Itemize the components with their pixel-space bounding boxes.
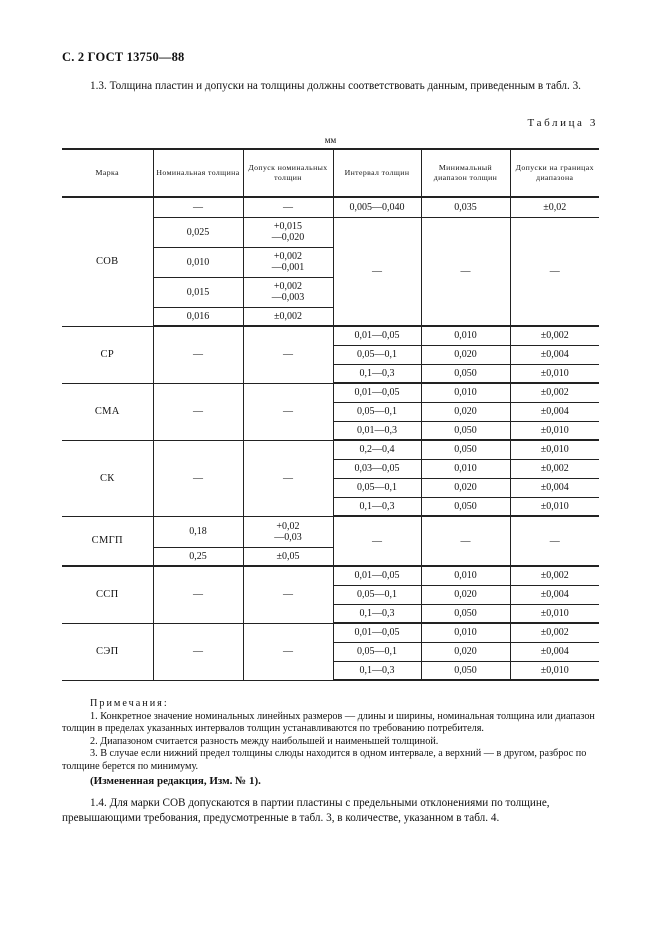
min-range-cell: 0,010 bbox=[421, 459, 510, 478]
nominal-cell: — bbox=[153, 566, 243, 623]
table-header-row bbox=[62, 149, 599, 197]
grade-cell: СМГП bbox=[62, 516, 153, 566]
range-tol-cell: ±0,004 bbox=[510, 585, 599, 604]
tolerance-cell: — bbox=[243, 566, 333, 623]
range-tol-cell: ±0,02 bbox=[510, 197, 599, 217]
table-label: Таблица 3 bbox=[527, 117, 598, 129]
interval-cell: 0,1—0,3 bbox=[333, 661, 421, 680]
grade-cell: СОВ bbox=[62, 197, 153, 326]
table-row bbox=[62, 566, 599, 585]
interval-cell: 0,01—0,05 bbox=[333, 566, 421, 585]
range-tol-cell: ±0,010 bbox=[510, 661, 599, 680]
nominal-cell: 0,25 bbox=[153, 547, 243, 566]
tolerance-cell bbox=[243, 277, 333, 307]
table-row bbox=[62, 326, 599, 345]
header-grade: Марка bbox=[62, 149, 153, 197]
range-tol-cell: ±0,010 bbox=[510, 604, 599, 623]
min-range-cell: 0,010 bbox=[421, 383, 510, 402]
range-tol-cell: ±0,010 bbox=[510, 440, 599, 459]
nominal-cell: 0,015 bbox=[153, 277, 243, 307]
tolerance-cell: — bbox=[243, 440, 333, 516]
range-tol-cell: ±0,002 bbox=[510, 459, 599, 478]
interval-cell: 0,05—0,1 bbox=[333, 345, 421, 364]
range-tol-cell: ±0,010 bbox=[510, 497, 599, 516]
header-tolerance: Допуск номинальных толщин bbox=[243, 149, 333, 197]
min-range-cell: 0,020 bbox=[421, 642, 510, 661]
intro-paragraph: 1.3. Толщина пластин и допуски на толщины должны соответствовать данным, приведенным в табл. 3. bbox=[90, 80, 581, 92]
tolerance-cell bbox=[243, 247, 333, 277]
grade-cell: СР bbox=[62, 326, 153, 383]
range-tol-cell: ±0,010 bbox=[510, 421, 599, 440]
interval-cell: 0,03—0,05 bbox=[333, 459, 421, 478]
tolerance-cell: — bbox=[243, 326, 333, 383]
min-range-cell: 0,035 bbox=[421, 197, 510, 217]
tol-upper: +0,002 bbox=[273, 281, 303, 292]
min-range-cell: 0,020 bbox=[421, 345, 510, 364]
interval-cell: 0,1—0,3 bbox=[333, 364, 421, 383]
range-tol-cell: — bbox=[510, 516, 599, 566]
min-range-cell: — bbox=[421, 217, 510, 326]
nominal-cell: — bbox=[153, 623, 243, 680]
range-tol-cell: ±0,002 bbox=[510, 326, 599, 345]
range-tol-cell: ±0,004 bbox=[510, 345, 599, 364]
table-row bbox=[62, 197, 599, 217]
range-tol-cell: ±0,002 bbox=[510, 383, 599, 402]
thickness-table bbox=[62, 148, 599, 681]
tolerance-cell: — bbox=[243, 383, 333, 440]
units-label: мм bbox=[324, 135, 337, 145]
tolerance-cell: — bbox=[243, 623, 333, 680]
min-range-cell: 0,020 bbox=[421, 402, 510, 421]
interval-cell: 0,01—0,05 bbox=[333, 326, 421, 345]
min-range-cell: 0,010 bbox=[421, 623, 510, 642]
interval-cell: 0,01—0,3 bbox=[333, 421, 421, 440]
header-range-tol: Допуски на границах диапазона bbox=[510, 149, 599, 197]
grade-cell: СЭП bbox=[62, 623, 153, 680]
range-tol-cell: ±0,002 bbox=[510, 623, 599, 642]
note-item: 1. Конкретное значение номинальных линейных размеров — длины и ширины, номинальная толщина или диапазон толщин в пределах указанных интервалов толщин устанавливаются по требованию потребителя. bbox=[62, 710, 595, 734]
interval-cell: 0,01—0,05 bbox=[333, 623, 421, 642]
table-row bbox=[62, 440, 599, 459]
notes-block bbox=[62, 698, 600, 773]
final-paragraph: 1.4. Для марки СОВ допускаются в партии пластины с предельными отклонениями по толщине, превышающими требования, предусмотренные в табл. 3, в количестве, указанном в табл. 4. bbox=[62, 797, 550, 824]
min-range-cell: 0,010 bbox=[421, 566, 510, 585]
range-tol-cell: ±0,010 bbox=[510, 364, 599, 383]
table-row bbox=[62, 623, 599, 642]
tol-upper: +0,015 bbox=[273, 221, 303, 232]
interval-cell: 0,05—0,1 bbox=[333, 585, 421, 604]
tol-lower: —0,001 bbox=[271, 262, 305, 273]
min-range-cell: 0,050 bbox=[421, 497, 510, 516]
interval-cell: — bbox=[333, 516, 421, 566]
min-range-cell: 0,050 bbox=[421, 604, 510, 623]
tolerance-cell bbox=[243, 217, 333, 247]
grade-cell: СМА bbox=[62, 383, 153, 440]
tol-lower: —0,003 bbox=[271, 292, 305, 303]
nominal-cell: — bbox=[153, 440, 243, 516]
interval-cell: 0,01—0,05 bbox=[333, 383, 421, 402]
tol-upper: +0,02 bbox=[276, 520, 300, 532]
table-row bbox=[62, 516, 599, 547]
interval-cell: 0,1—0,3 bbox=[333, 497, 421, 516]
nominal-cell: — bbox=[153, 383, 243, 440]
interval-cell: 0,05—0,1 bbox=[333, 402, 421, 421]
header-min-range: Минимальный диапазон толщин bbox=[421, 149, 510, 197]
tolerance-cell: — bbox=[243, 197, 333, 217]
nominal-cell: — bbox=[153, 197, 243, 217]
tol-lower: —0,03 bbox=[274, 531, 302, 543]
range-tol-cell: — bbox=[510, 217, 599, 326]
tolerance-cell bbox=[243, 516, 333, 547]
grade-cell: ССП bbox=[62, 566, 153, 623]
notes-title: Примечания: bbox=[90, 698, 169, 709]
tolerance-cell: ±0,05 bbox=[243, 547, 333, 566]
nominal-cell: 0,025 bbox=[153, 217, 243, 247]
interval-cell: 0,005—0,040 bbox=[333, 197, 421, 217]
nominal-cell: — bbox=[153, 326, 243, 383]
table-row bbox=[62, 383, 599, 402]
page-header: С. 2 ГОСТ 13750—88 bbox=[62, 50, 185, 64]
nominal-cell: 0,016 bbox=[153, 307, 243, 326]
min-range-cell: 0,050 bbox=[421, 440, 510, 459]
min-range-cell: 0,020 bbox=[421, 478, 510, 497]
min-range-cell: — bbox=[421, 516, 510, 566]
min-range-cell: 0,010 bbox=[421, 326, 510, 345]
interval-cell: 0,05—0,1 bbox=[333, 642, 421, 661]
note-item: 2. Диапазоном считается разность между наибольшей и наименьшей толщиной. bbox=[90, 735, 439, 747]
interval-cell: 0,1—0,3 bbox=[333, 604, 421, 623]
grade-cell: СК bbox=[62, 440, 153, 516]
tolerance-cell: ±0,002 bbox=[243, 307, 333, 326]
min-range-cell: 0,020 bbox=[421, 585, 510, 604]
min-range-cell: 0,050 bbox=[421, 421, 510, 440]
header-nominal: Номинальная толщина bbox=[153, 149, 243, 197]
header-interval: Интервал толщин bbox=[333, 149, 421, 197]
tol-upper: +0,002 bbox=[273, 251, 303, 262]
min-range-cell: 0,050 bbox=[421, 661, 510, 680]
interval-cell: 0,2—0,4 bbox=[333, 440, 421, 459]
range-tol-cell: ±0,004 bbox=[510, 402, 599, 421]
range-tol-cell: ±0,004 bbox=[510, 478, 599, 497]
note-item: 3. В случае если нижний предел толщины слюды находится в одном интервале, а верхний — в другом, разброс по толщине берется по минимуму. bbox=[62, 748, 587, 772]
interval-cell: 0,05—0,1 bbox=[333, 478, 421, 497]
range-tol-cell: ±0,004 bbox=[510, 642, 599, 661]
range-tol-cell: ±0,002 bbox=[510, 566, 599, 585]
revision-note: (Измененная редакция, Изм. № 1). bbox=[90, 775, 261, 787]
tol-lower: —0,020 bbox=[271, 232, 305, 243]
min-range-cell: 0,050 bbox=[421, 364, 510, 383]
interval-cell: — bbox=[333, 217, 421, 326]
nominal-cell: 0,010 bbox=[153, 247, 243, 277]
nominal-cell: 0,18 bbox=[153, 516, 243, 547]
